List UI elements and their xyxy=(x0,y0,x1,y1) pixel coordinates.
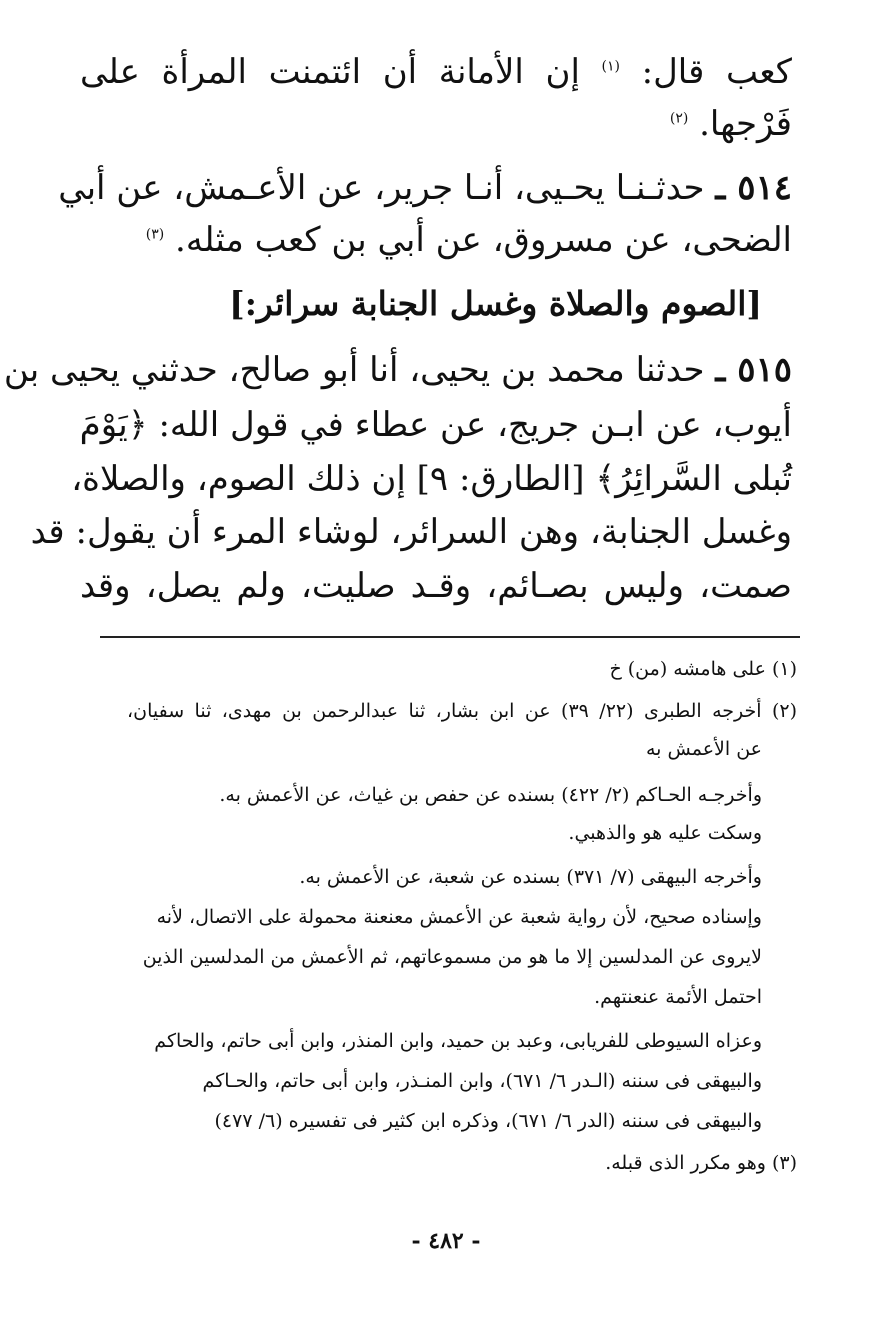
footnote-separator xyxy=(100,636,800,638)
main-line-1-rest: إن الأمانة أن ائتمنت المرأة على xyxy=(80,52,580,92)
footnote-2-line-8: احتمل الأئمة عنعنتهم. xyxy=(594,986,762,1008)
footnote-3: (٣) وهو مكرر الذى قبله. xyxy=(605,1152,797,1174)
footnote-ref-2: (٢) xyxy=(669,110,689,127)
main-line-2 xyxy=(80,104,792,144)
main-line-1 xyxy=(80,52,792,92)
footnote-2-line-2: عن الأعمش به xyxy=(645,738,762,760)
hadith-515-text-1: حدثنا محمد بن يحيى، أنا أبو صالح، حدثني يحيى بن xyxy=(3,350,705,390)
hadith-515-line-3: تُبلى السَّرائِرُ﴾ [الطارق: ٩] إن ذلك الصوم، والصلاة، xyxy=(71,459,792,499)
footnote-2-line-11: والبيهقى فى سننه (الدر ٦/ ٦٧١)، وذكره ابن كثير فى تفسيره (٦/ ٤٧٧) xyxy=(214,1110,762,1132)
hadith-515-line-5: صمت، وليس بصـائم، وقـد صليت، ولم يصل، وقد xyxy=(80,566,792,606)
hadith-514-text-1: حدثـنـا يحـيى، أنـا جرير، عن الأعـمش، عن أبي xyxy=(58,168,705,208)
hadith-514-text-2: الضحى، عن مسروق، عن أبي بن كعب مثله. xyxy=(175,220,792,260)
hadith-515-line-4: وغسل الجنابة، وهن السرائر، لوشاء المرء أن يقول: قد xyxy=(30,512,792,552)
hadith-514-number: ٥١٤ ـ xyxy=(715,168,792,208)
footnote-ref-1: (١) xyxy=(601,58,620,75)
footnote-2-line-5: وأخرجه البيهقى (٧/ ٣٧١) بسنده عن شعبة، عن الأعمش به. xyxy=(299,866,762,888)
footnote-2-line-3: وأخرجـه الحـاكم (٢/ ٤٢٢) بسنده عن حفص بن غياث، عن الأعمش به. xyxy=(219,784,762,806)
footnote-2-line-1: (٢) أخرجه الطبرى (٢٢/ ٣٩) عن ابن بشار، ثنا عبدالرحمن بن مهدى، ثنا سفيان، xyxy=(127,700,797,722)
footnote-2-line-10: والبيهقى فى سننه (الـدر ٦/ ٦٧١)، وابن المنـذر، وابن أبى حاتم، والحـاكم xyxy=(202,1070,762,1092)
hadith-514-line-2 xyxy=(132,220,792,260)
hadith-515-line-1 xyxy=(3,350,792,390)
footnote-2-line-6: وإسناده صحيح، لأن رواية شعبة عن الأعمش معنعنة محمولة على الاتصال، لأنه xyxy=(156,906,762,928)
main-line-2-text: فَرْجها. xyxy=(699,104,792,144)
hadith-515-number: ٥١٥ ـ xyxy=(715,350,792,390)
main-line-1-text: كعب قال: xyxy=(641,52,792,92)
footnote-2-line-4: وسكت عليه هو والذهبي. xyxy=(568,822,762,844)
footnote-2-line-9: وعزاه السيوطى للفريابى، وعبد بن حميد، وابن المنذر، وابن أبى حاتم، والحاكم xyxy=(154,1030,762,1052)
page-number: - ٤٨٢ - xyxy=(411,1228,481,1254)
footnote-ref-3: (٣) xyxy=(145,226,165,243)
footnote-1: (١) على هامشه (من) خ xyxy=(609,658,797,680)
hadith-514-line-1 xyxy=(58,168,792,208)
section-heading: [الصوم والصلاة وغسل الجنابة سرائر:] xyxy=(229,284,762,323)
hadith-515-line-2: أيوب، عن ابـن جريج، عن عطاء في قول الله: ﴿يَوْمَ xyxy=(79,405,792,445)
footnote-2-line-7: لايروى عن المدلسين إلا ما هو من مسموعاتهم، ثم الأعمش من المدلسين الذين xyxy=(142,946,762,968)
